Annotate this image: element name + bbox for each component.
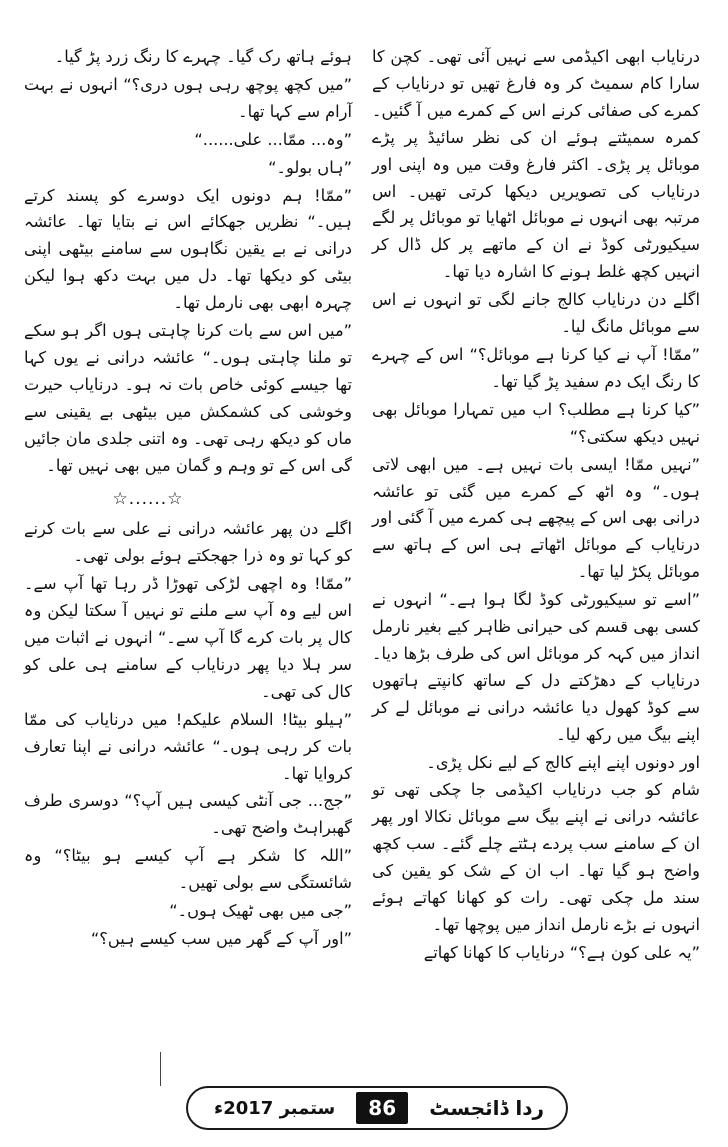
- text-column-left: [24, 44, 352, 953]
- paragraph: شام کو جب درنایاب اکیڈمی جا چکی تھی تو عائشہ درانی نے اپنے بیگ سے موبائل نکالا اور پھر ان کے سامنے سب پردے ہٹتے چلے گئے۔ سب کچھ واضح ہو گیا تھا۔ اب ان کے شک کو یقین کی سند مل چکی تھی۔ رات کو کھانا کھاتے ہوئے انہوں نے بڑے نارمل انداز میں پوچھا تھا۔: [372, 780, 700, 934]
- text-column-right: [372, 44, 700, 967]
- magazine-name: ردا ڈائجسٹ: [429, 1096, 544, 1120]
- paragraph: ”اور آپ کے گھر میں سب کیسے ہیں؟“: [90, 929, 352, 948]
- issue-date: ستمبر 2017ء: [214, 1097, 336, 1119]
- paragraph: ”جج... جی آنٹی کیسی ہیں آپ؟“ دوسری طرف گھبراہٹ واضح تھی۔: [24, 791, 352, 838]
- paragraph: ”کیا کرنا ہے مطلب؟ اب میں تمہارا موبائل بھی نہیں دیکھ سکتی؟“: [372, 399, 700, 446]
- paragraph: ”جی میں بھی ٹھیک ہوں۔“: [169, 901, 352, 921]
- column-rule: [160, 1052, 161, 1086]
- paragraph: ”اسے تو سیکیورٹی کوڈ لگا ہوا ہے۔“ انہوں نے کسی بھی قسم کی حیرانی ظاہر کیے بغیر نارمل انداز میں کہہ کر موبائل اس کی طرف بڑھا دیا۔ درنایاب کے دھڑکتے دل کے ساتھ کانپتے ہاتھوں سے کوڈ کھول دیا عائشہ درانی نے موبائل لے کر اپنے بیگ میں رکھ لیا۔: [372, 590, 700, 744]
- paragraph: ”اللہ کا شکر ہے آپ کیسے ہو بیٹا؟“ وہ شائستگی سے بولی تھیں۔: [24, 846, 352, 893]
- paragraph: ”ممّا! آپ نے کیا کرنا ہے موبائل؟“ اس کے چہرے کا رنگ ایک دم سفید پڑ گیا تھا۔: [372, 344, 700, 391]
- section-divider-stars: ☆......☆: [112, 488, 184, 509]
- paragraph: ”ممّا! وہ اچھی لڑکی تھوڑا ڈر رہا تھا آپ سے۔ اس لیے وہ آپ سے ملنے تو نہیں آ سکتا لیکن وہ کال پر بات کرے گا آپ سے۔“ انہوں نے اثبات میں سر ہلا دیا پھر درنایاب کے سامنے ہی علی کو کال کی تھی۔: [24, 574, 352, 701]
- paragraph: ”وہ... ممّا... علی......“: [194, 129, 352, 149]
- paragraph: اگلے دن پھر عائشہ درانی نے علی سے بات کرنے کو کہا تو وہ ذرا جھجکتے ہوئے بولی تھی۔: [24, 519, 352, 566]
- paragraph: ”یہ علی کون ہے؟“ درنایاب کا کھانا کھاتے: [423, 942, 700, 962]
- page-footer: [186, 1086, 568, 1130]
- paragraph: ”نہیں ممّا! ایسی بات نہیں ہے۔ میں ابھی لاتی ہوں۔“ وہ اٹھ کے کمرے میں گئی تو عائشہ درانی بھی اس کے پیچھے ہی کمرے میں آ گئی اور درنایاب کے موبائل اٹھاتے ہی اس کے ہاتھ سے موبائل پکڑ لیا تھا۔: [372, 454, 700, 582]
- paragraph: ”میں اس سے بات کرنا چاہتی ہوں اگر ہو سکے تو ملنا چاہتی ہوں۔“ عائشہ درانی نے یوں کہا تھا جیسے کوئی خاص بات نہ ہو۔ درنایاب حیرت وخوشی کی کشمکش میں بیٹھی بے یقینی سے ماں کو دیکھ رہی تھی۔ وہ اتنی جلدی مان جائیں گی اس کے تو وہم و گمان میں بھی نہیں تھا۔: [24, 321, 352, 475]
- page-number: 86: [356, 1092, 408, 1124]
- paragraph: ”میں کچھ پوچھ رہی ہوں دری؟“ انہوں نے بہت آرام سے کہا تھا۔: [24, 74, 352, 121]
- paragraph: ”ہاں بولو۔“: [268, 157, 352, 177]
- paragraph: ”ہیلو بیٹا! السلام علیکم! میں درنایاب کی ممّا بات کر رہی ہوں۔“ عائشہ درانی نے اپنا تعارف کروایا تھا۔: [24, 709, 352, 783]
- paragraph: ”ممّا! ہم دونوں ایک دوسرے کو پسند کرتے ہیں۔“ نظریں جھکائے اس نے بتایا تھا۔ عائشہ درانی نے بے یقین نگاہوں سے سامنے بیٹھی اپنی بیٹی کو دیکھا تھا۔ دل میں بہت دکھ ہوا لیکن چہرہ ابھی بھی نارمل تھا۔: [24, 185, 352, 313]
- paragraph: اگلے دن درنایاب کالج جانے لگی تو انہوں نے اس سے موبائل مانگ لیا۔: [372, 290, 700, 337]
- paragraph: اور دونوں اپنے اپنے کالج کے لیے نکل پڑی۔: [426, 752, 700, 772]
- paragraph: ہوئے ہاتھ رک گیا۔ چہرے کا رنگ زرد پڑ گیا۔: [54, 47, 352, 66]
- paragraph: درنایاب ابھی اکیڈمی سے نہیں آئی تھی۔ کچن کا سارا کام سمیٹ کر وہ فارغ تھیں تو درنایاب کے کمرے کی صفائی کرنے اس کے کمرے میں آ گئیں۔ کمرہ سمیٹتے ہوئے ان کی نظر سائیڈ پر پڑے موبائل پر پڑی۔ اکثر فارغ وقت میں وہ اپنی اور درنایاب کی تصویریں دیکھا کرتی تھیں۔ اس مرتبہ بھی انہوں نے موبائل اٹھایا تو موبائل پر لگے سیکیورٹی کوڈ نے ان کے ماتھے پر کل ڈال کر انہیں کچھ غلط ہونے کا اشارہ دیا تھا۔: [372, 47, 700, 282]
